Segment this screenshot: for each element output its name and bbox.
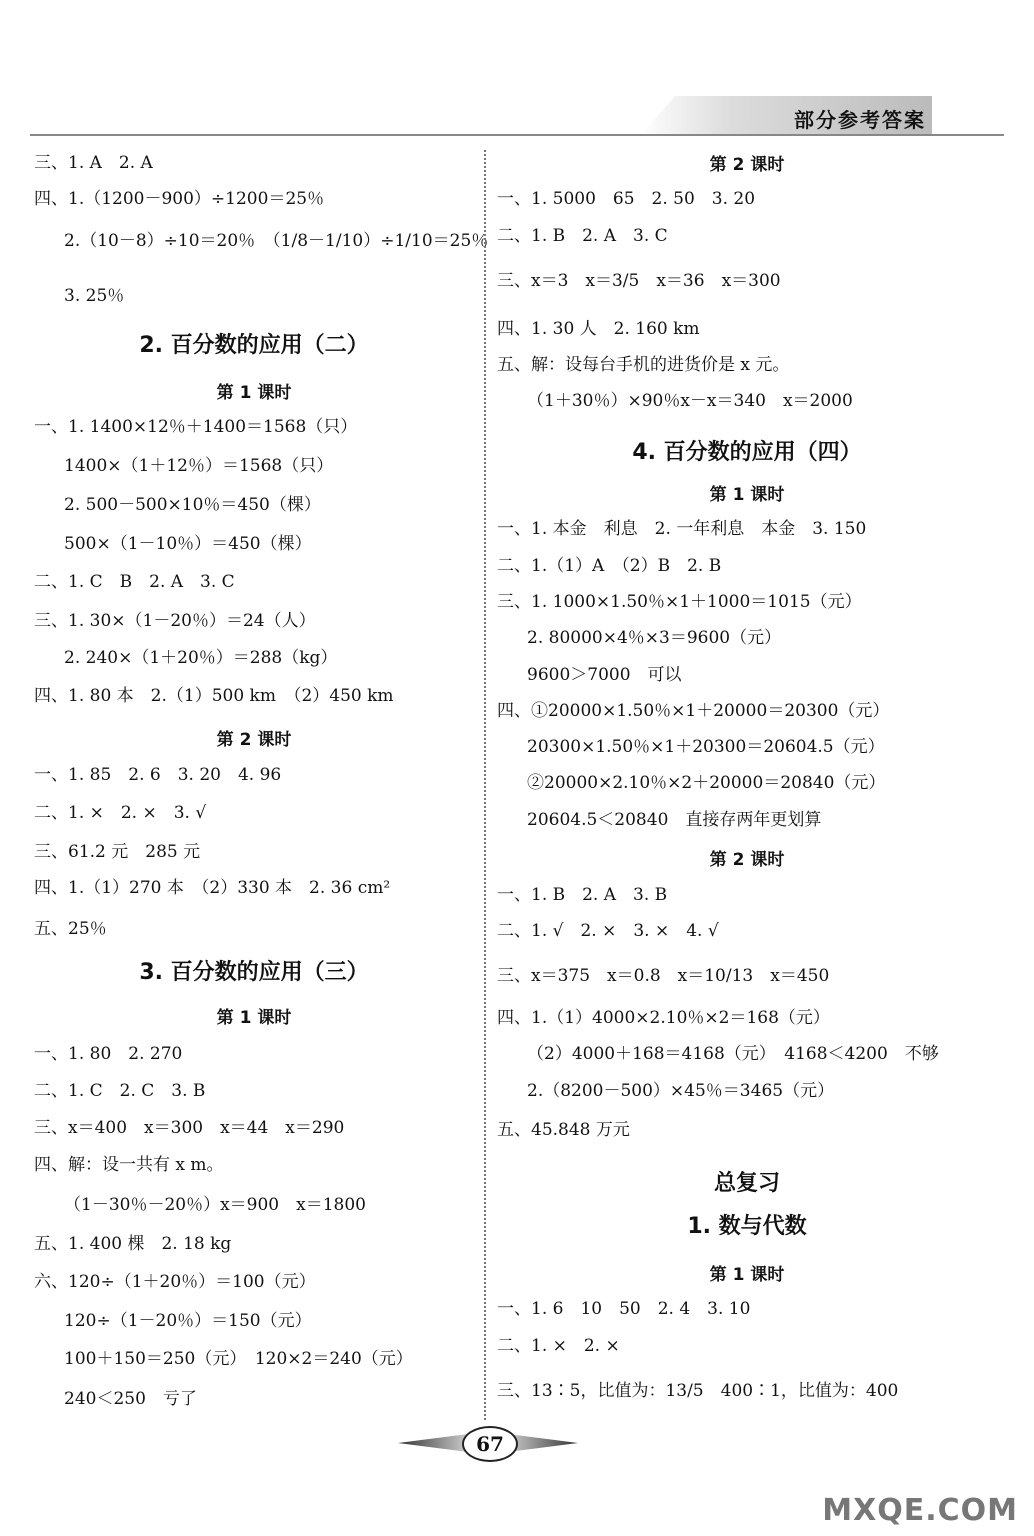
answer-line: 三、13∶5，比值为：13/5 400∶1，比值为：400: [497, 1381, 899, 1401]
answer-line-indented: 20604.5＜20840 直接存两年更划算: [527, 810, 822, 830]
answer-line: 二、1. C 2. C 3. B: [34, 1081, 206, 1101]
answer-line: 三、1. 1000×1.50％×1＋1000＝1015（元）: [497, 592, 862, 612]
lesson-subtitle: 第 1 课时: [216, 1008, 292, 1028]
answer-line: 三、x＝375 x＝0.8 x＝10/13 x＝450: [497, 966, 830, 986]
answer-line-indented: 120÷（1－20％）＝150（元）: [64, 1311, 312, 1331]
lesson-subtitle: 第 1 课时: [709, 1265, 785, 1285]
answer-line: 五、25％: [34, 919, 107, 939]
page-number-ornament: [398, 1426, 578, 1460]
answer-line: 五、解：设每台手机的进货价是 x 元。: [497, 355, 790, 375]
answer-line: 三、x＝3 x＝3/5 x＝36 x＝300: [497, 271, 781, 291]
answer-line: 五、45.848 万元: [497, 1120, 630, 1140]
lesson-subtitle: 第 2 课时: [709, 155, 785, 175]
answer-line-indented: ②20000×2.10％×2＋20000＝20840（元）: [527, 773, 886, 793]
answer-line-indented: 1400×（1＋12％）＝1568（只）: [64, 456, 334, 476]
answer-line-indented: （2）4000＋168＝4168（元） 4168＜4200 不够: [527, 1044, 939, 1064]
answer-line-indented: （1－30％－20％）x＝900 x＝1800: [64, 1195, 366, 1215]
answer-line: 一、1. 6 10 50 2. 4 3. 10: [497, 1299, 751, 1319]
answer-line: 二、1.（1）A （2）B 2. B: [497, 556, 722, 576]
answer-line-indented: 240＜250 亏了: [64, 1389, 197, 1409]
answer-line: 四、①20000×1.50％×1＋20000＝20300（元）: [497, 701, 890, 721]
answer-line-indented: 100＋150＝250（元） 120×2＝240（元）: [64, 1349, 413, 1369]
answer-line-indented: 9600＞7000 可以: [527, 665, 682, 685]
answer-line: 四、1.（1）270 本 （2）330 本 2. 36 cm²: [34, 878, 391, 898]
section-title: 4. 百分数的应用（四）: [632, 440, 862, 465]
answer-line-indented: 20300×1.50％×1＋20300＝20604.5（元）: [527, 737, 885, 757]
section-title: 1. 数与代数: [687, 1214, 807, 1239]
answer-line: 四、1.（1）4000×2.10％×2＝168（元）: [497, 1008, 830, 1028]
answer-line: 三、61.2 元 285 元: [34, 842, 201, 862]
lesson-subtitle: 第 1 课时: [216, 383, 292, 403]
answer-line: 二、1. √ 2. × 3. × 4. √: [497, 921, 719, 941]
column-divider: [484, 150, 486, 1420]
answer-line-indented: 2. 500－500×10％＝450（棵）: [64, 495, 321, 515]
answer-line: 四、解：设一共有 x m。: [34, 1155, 224, 1175]
answer-line: 二、1. B 2. A 3. C: [497, 226, 668, 246]
lesson-subtitle: 第 2 课时: [709, 850, 785, 870]
watermark-text: MXQE.COM: [822, 1493, 1018, 1528]
answer-line-indented: 2.（8200－500）×45％＝3465（元）: [527, 1081, 835, 1101]
answer-line: 三、x＝400 x＝300 x＝44 x＝290: [34, 1118, 345, 1138]
answer-line: 四、1. 80 本 2.（1）500 km （2）450 km: [34, 686, 394, 706]
answer-line-indented: 3. 25％: [64, 286, 125, 306]
answer-line: 三、1. 30×（1－20％）＝24（人）: [34, 611, 316, 631]
lesson-subtitle: 第 1 课时: [709, 485, 785, 505]
answer-line: 二、1. × 2. ×: [497, 1336, 620, 1356]
answer-line-indented: 500×（1－10％）＝450（棵）: [64, 534, 312, 554]
answer-line: 一、1. 5000 65 2. 50 3. 20: [497, 189, 756, 209]
section-title: 2. 百分数的应用（二）: [139, 333, 369, 358]
section-title: 总复习: [713, 1171, 780, 1196]
header-rule: [30, 134, 1004, 136]
answer-line: 六、120÷（1＋20％）＝100（元）: [34, 1272, 316, 1292]
answer-line-indented: （1＋30％）×90％x－x＝340 x＝2000: [527, 391, 853, 411]
answer-line-indented: 2. 80000×4％×3＝9600（元）: [527, 628, 782, 648]
section-title: 3. 百分数的应用（三）: [139, 960, 369, 985]
page-number: 67: [462, 1426, 518, 1462]
header-title: 部分参考答案: [794, 108, 926, 132]
answer-line: 五、1. 400 棵 2. 18 kg: [34, 1234, 232, 1254]
answer-line: 一、1. B 2. A 3. B: [497, 885, 668, 905]
answer-line: 二、1. C B 2. A 3. C: [34, 572, 235, 592]
answer-line: 四、1.（1200－900）÷1200＝25％: [34, 189, 325, 209]
answer-line: 一、1. 1400×12％＋1400＝1568（只）: [34, 417, 358, 437]
answer-line: 一、1. 85 2. 6 3. 20 4. 96: [34, 765, 282, 785]
answer-line: 四、1. 30 人 2. 160 km: [497, 319, 700, 339]
answer-line-indented: 2. 240×（1＋20％）＝288（kg）: [64, 648, 338, 668]
answer-line: 二、1. × 2. × 3. √: [34, 803, 207, 823]
answer-line: 一、1. 80 2. 270: [34, 1044, 183, 1064]
lesson-subtitle: 第 2 课时: [216, 730, 292, 750]
answer-line: 三、1. A 2. A: [34, 153, 153, 173]
answer-line-indented: 2.（10－8）÷10＝20％ （1/8－1/10）÷1/10＝25％: [64, 231, 489, 251]
answer-line: 一、1. 本金 利息 2. 一年利息 本金 3. 150: [497, 519, 867, 539]
ornament-right: [508, 1434, 578, 1452]
ornament-left: [398, 1434, 468, 1452]
